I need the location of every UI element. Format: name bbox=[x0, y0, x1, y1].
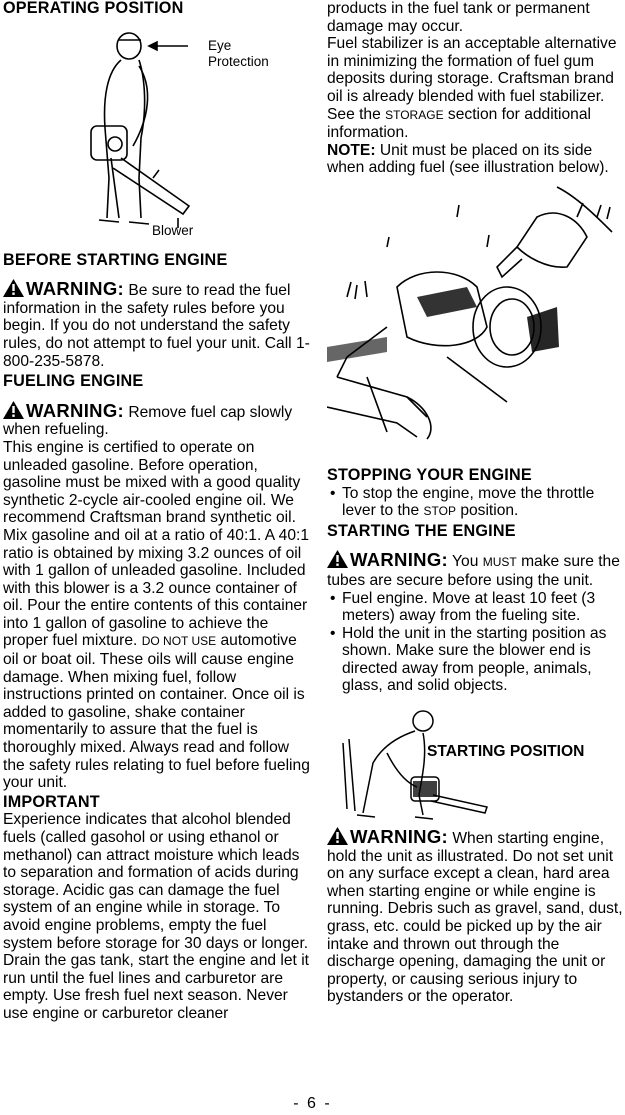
stabilizer-text-part1: Fuel stabilizer is an acceptable alternative in minimizing the formation of fuel gum deposits during storage. Craftsman brand oil is already blended with fuel stabilizer. See the bbox=[327, 35, 617, 123]
fueling-warning bbox=[3, 401, 315, 439]
fueling-warning-text: Remove fuel cap slowly when refueling. bbox=[3, 403, 293, 439]
left-column bbox=[3, 0, 315, 1023]
starting-position-label: STARTING POSITION bbox=[427, 743, 585, 761]
operator-blower-illustration bbox=[3, 18, 315, 242]
fueling-engine-heading: FUELING ENGINE bbox=[3, 372, 144, 391]
operating-position-figure bbox=[3, 18, 315, 242]
list-item: • Fuel engine. Move at least 10 feet (3 meters) away from the fueling site. bbox=[327, 590, 623, 625]
before-warning-text: Be sure to read the fuel information in the safety rules before you begin. If you do not understand the safety rules, do not attempt to fuel your unit. Call 1-800-235-5878. bbox=[3, 282, 310, 370]
stopping-item-text-a: To stop the engine, move the throttle lever to the bbox=[342, 484, 595, 520]
fueling-body bbox=[3, 439, 315, 792]
eye-label-line2: Protection bbox=[208, 53, 269, 69]
starting-warning-text-a: You bbox=[452, 553, 479, 571]
starting-position-figure bbox=[327, 703, 623, 823]
must-word: MUST bbox=[482, 555, 517, 570]
starting-warning bbox=[327, 550, 623, 589]
fueling-body-part2: automotive oil or boat oil. These oils will cause engine damage. When mixing fuel, follow instructions printed on container. Once oil is added to gasoline, shake container momentarily to assure that the fuel is thoroughly mixed. Always read and follow the safety rules relating to fuel before fueling your unit. bbox=[3, 632, 310, 792]
eye-label-line1: Eye bbox=[208, 37, 232, 53]
before-starting-heading: BEFORE STARTING ENGINE bbox=[3, 250, 228, 269]
warning-label: WARNING: bbox=[350, 549, 448, 571]
note-text: Unit must be placed on its side when adding fuel (see illustration below). bbox=[327, 141, 609, 177]
do-not-use-text: DO NOT USE bbox=[141, 634, 217, 649]
before-starting-warning bbox=[3, 279, 315, 370]
starting-position-illustration bbox=[327, 703, 623, 823]
stopping-item-text-b: position. bbox=[460, 502, 519, 520]
list-item: • Hold the unit in the starting position as shown. Make sure the blower end is directed away from people, animals, glass, and solid objects. bbox=[327, 625, 623, 695]
warning-label: WARNING: bbox=[26, 399, 124, 421]
stopping-list bbox=[327, 485, 623, 521]
stop-word: STOP bbox=[423, 504, 456, 519]
final-warning bbox=[327, 827, 623, 1006]
final-warning-text: When starting engine, hold the unit as illustrated. Do not set unit on any surface except a clean, hard area when starting engine or while engine is running. Debris such as gravel, sand, dust, grass, etc. could be picked up by the air intake and thrown out through the discharge opening, damaging the unit or property, or causing serious injury to bystanders or the operator. bbox=[327, 830, 623, 1006]
warning-label: WARNING: bbox=[350, 826, 448, 848]
starting-warning-text-b: make sure the tubes are secure before using the unit. bbox=[327, 553, 620, 589]
warning-triangle-icon bbox=[327, 550, 348, 568]
storage-reference: STORAGE bbox=[385, 107, 444, 122]
note-label: NOTE: bbox=[327, 141, 376, 159]
right-column bbox=[327, 0, 623, 1006]
starting-list bbox=[327, 590, 623, 696]
starting-engine-heading: STARTING THE ENGINE bbox=[327, 521, 516, 540]
important-body: Experience indicates that alcohol blended fuels (called gasohol or using ethanol or methanol) can attract moisture which leads to separation and formation of acids during storage. Acidic gas can damage the fuel system of an engine while in storage. To avoid engine problems, empty the fuel system before storage for 30 days or longer. Drain the gas tank, start the engine and let it run until the fuel lines and carburetor are empty. Use fresh fuel next season. Never use engine or carburetor cleaner bbox=[3, 811, 309, 1022]
fuel-stabilizer-text bbox=[327, 35, 623, 142]
list-item bbox=[327, 485, 623, 521]
warning-label: WARNING: bbox=[26, 278, 124, 300]
blower-label: Blower bbox=[152, 222, 194, 238]
stopping-engine-heading: STOPPING YOUR ENGINE bbox=[327, 465, 532, 484]
page-number: - 6 - bbox=[293, 1095, 332, 1112]
warning-triangle-icon bbox=[327, 827, 348, 845]
operating-position-heading: OPERATING POSITION bbox=[3, 0, 184, 17]
continued-text: products in the fuel tank or permanent damage may occur. bbox=[327, 0, 590, 35]
warning-triangle-icon bbox=[3, 279, 24, 297]
warning-triangle-icon bbox=[3, 401, 24, 419]
important-heading: IMPORTANT bbox=[3, 792, 100, 811]
fueling-figure bbox=[327, 177, 623, 467]
stabilizer-text-part2: section for additional information. bbox=[327, 105, 591, 142]
fueling-unit-illustration bbox=[327, 177, 623, 467]
fueling-body-part1: This engine is certified to operate on unleaded gasoline. Before operation, gasoline must be mixed with a good quality synthetic 2-cycle air-cooled engine oil. We recommend Craftsman brand synthetic oil. Mix gasoline and oil at a ratio of 40:1. A 40:1 ratio is obtained by mixing 3.2 ounces of oil with 1 gallon of unleaded gasoline. Included with this blower is a 3.2 ounce container of oil. Pour the entire contents of this container into 1 gallon of gasoline to achieve the proper fuel mixture. bbox=[3, 438, 310, 650]
note-paragraph bbox=[327, 142, 623, 177]
